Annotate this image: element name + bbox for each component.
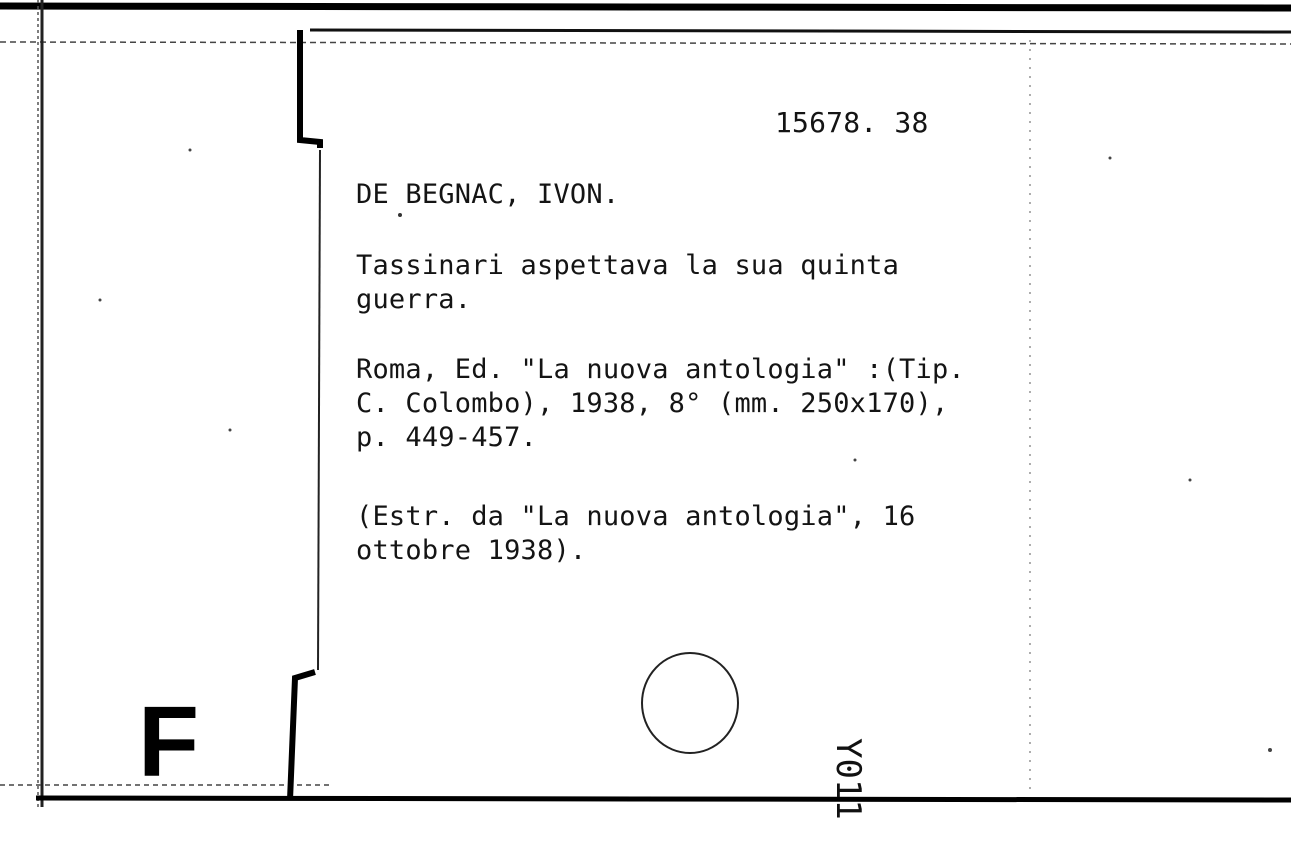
rotated-stamp: Y011 — [828, 738, 868, 820]
imprint-block — [356, 353, 965, 455]
author-heading: DE BEGNAC, IVON. — [356, 179, 620, 210]
note-line: (Estr. da "La nuova antologia", 16 — [356, 501, 916, 532]
title-line: Tassinari aspettava la sua quinta — [356, 250, 900, 281]
note-line: ottobre 1938). — [356, 535, 587, 566]
title-line: guerra. — [356, 284, 472, 315]
title-block — [356, 249, 899, 317]
imprint-line: C. Colombo), 1938, 8° (mm. 250x170), — [356, 388, 949, 419]
imprint-line: Roma, Ed. "La nuova antologia" :(Tip. — [356, 354, 965, 385]
note-block — [356, 500, 915, 568]
drawer-letter: F — [138, 686, 200, 798]
call-number: 15678. 38 — [775, 106, 929, 139]
imprint-line: p. 449-457. — [356, 422, 538, 453]
